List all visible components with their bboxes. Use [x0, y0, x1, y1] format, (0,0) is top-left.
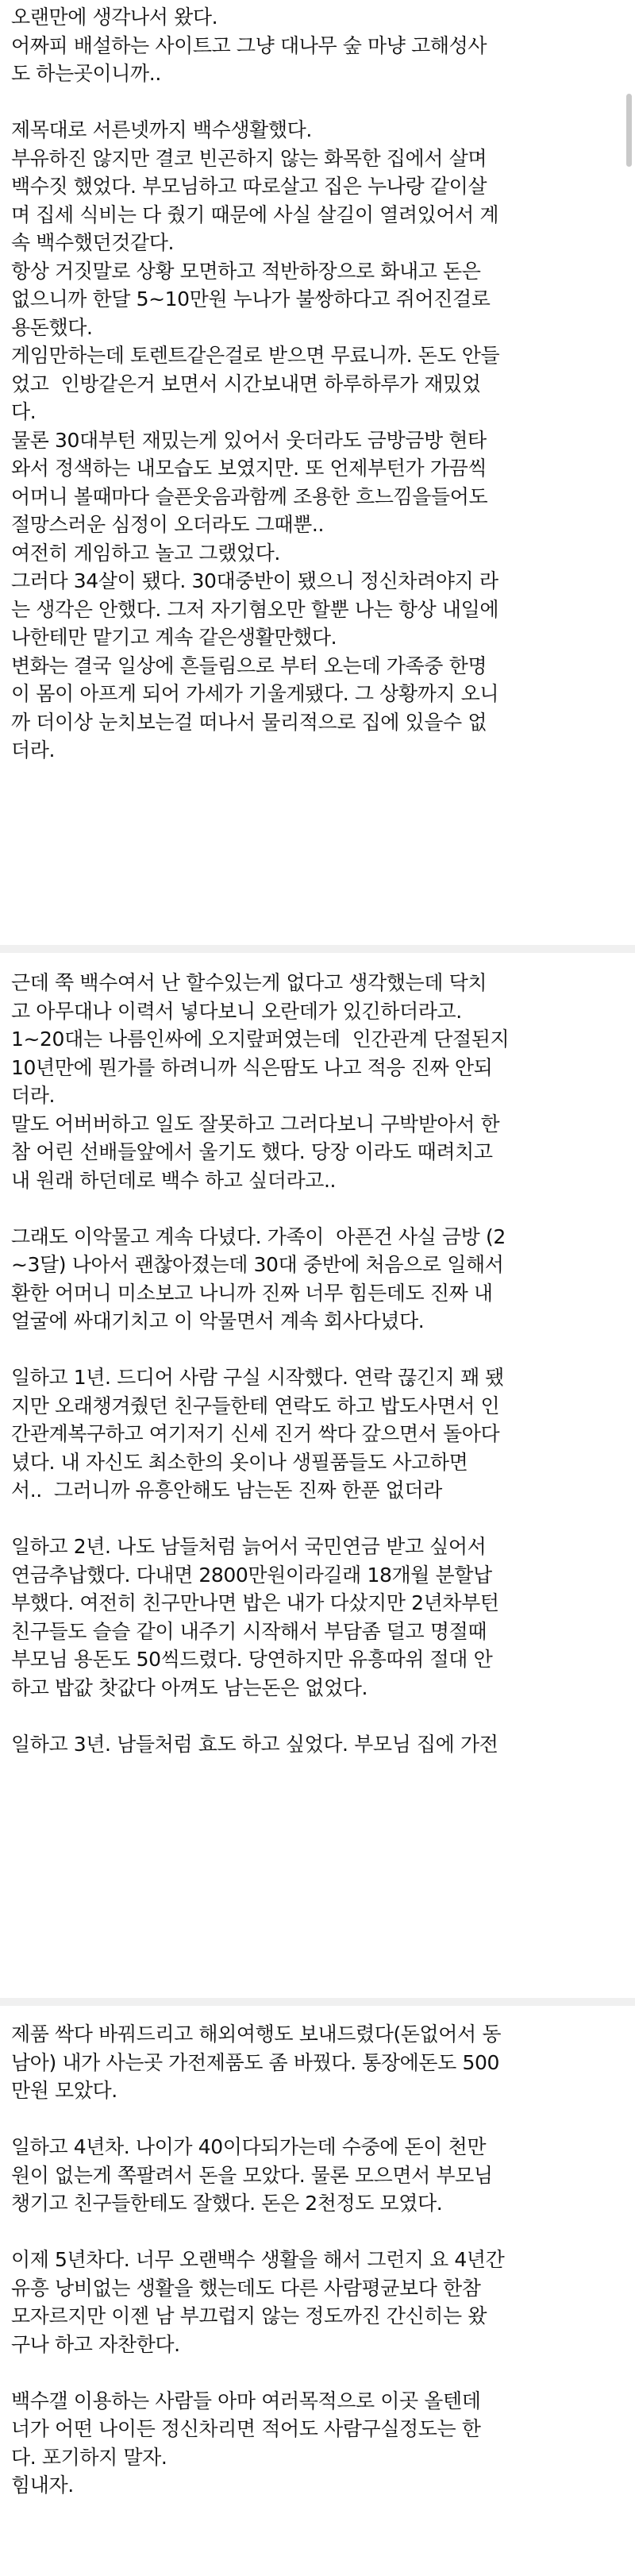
post-text-part1: 오랜만에 생각나서 왔다. 어짜피 배설하는 사이트고 그냥 대나무 숲 마냥 고해성사 도 하는곳이니까.. 제목대로 서른넷까지 백수생활했다. 부유하진 않지만 결코 빈곤하지 않는 화목한 집에서 살며 백수짓 했었다. 부모님하고 따로살고 집은 누나랑 같이살 며 집세 식비는 다 줬기 때문에 사실 살길이 열려있어서 계 속 백수했던것같다. 항상 거짓말로 상황 모면하고 적반하장으로 화내고 돈은 없으니까 한달 5~10만원 누나가 불쌍하다고 쥐어진걸로 용돈했다. 게임만하는데 토렌트같은걸로 받으면 무료니까. 돈도 안들 었고 인방같은거 보면서 시간보내면 하루하루가 재밌었 다. 물론 30대부턴 재밌는게 있어서 웃더라도 금방금방 현타 와서 정색하는 내모습도 보였지만. 또 언제부턴가 가끔씩 어머니 볼때마다 슬픈웃음과함께 조용한 흐느낌을들어도 절망스러운 심정이 오더라도 그때뿐.. 여전히 게임하고 놀고 그랬었다. 그러다 34살이 됐다. 30대중반이 됐으니 정신차려야지 라 는 생각은 안했다. 그저 자기혐오만 할뿐 나는 항상 내일에 나한테만 맡기고 계속 같은생활만했다. 변화는 결국 일상에 흔들림으로 부터 오는데 가족중 한명 이 몸이 아프게 되어 가세가 기울게됐다. 그 상황까지 오니 까 더이상 눈치보는걸 떠나서 물리적으로 집에 있을수 없 더라.	[11, 6, 500, 762]
section-divider	[0, 1998, 635, 2006]
scrollbar-thumb[interactable]	[626, 94, 632, 167]
post-text-part2: 근데 쭉 백수여서 난 할수있는게 없다고 생각했는데 닥치 고 아무대나 이력서 넣다보니 오란데가 있긴하더라고. 1~20대는 나름인싸에 오지랖퍼였는데 인간관계 단절된지 10년만에 뭔가를 하려니까 식은땀도 나고 적응 진짜 안되 더라. 말도 어버버하고 일도 잘못하고 그러다보니 구박받아서 한 참 어린 선배들앞에서 울기도 했다. 당장 이라도 때려치고 내 원래 하던데로 백수 하고 싶더라고.. 그래도 이악물고 계속 다녔다. 가족이 아픈건 사실 금방 (2 ~3달) 나아서 괜찮아졌는데 30대 중반에 처음으로 일해서 환한 어머니 미소보고 나니까 진짜 너무 힘든데도 진짜 내 얼굴에 싸대기치고 이 악물면서 계속 회사다녔다. 일하고 1년. 드디어 사람 구실 시작했다. 연락 끊긴지 꽤 됐 지만 오래챙겨줬던 친구들한테 연락도 하고 밥도사면서 인 간관계복구하고 여기저기 신세 진거 싹다 갚으면서 돌아다 녔다. 내 자신도 최소한의 옷이나 생필품들도 사고하면 서.. 그러니까 유흥안해도 남는돈 진짜 한푼 없더라 일하고 2년. 나도 남들처럼 늙어서 국민연금 받고 싶어서 연금추납했다. 다내면 2800만원이라길래 18개월 분할납 부했다. 여전히 친구만나면 밥은 내가 다샀지만 2년차부턴 친구들도 슬슬 같이 내주기 시작해서 부담좀 덜고 명절때 부모님 용돈도 50씩드렸다. 당연하지만 유흥따위 절대 안 하고 밥값 찻값다 아껴도 남는돈은 없었다. 일하고 3년. 남들처럼 효도 하고 싶었다. 부모님 집에 가전	[11, 971, 510, 1756]
post-section-1	[0, 0, 635, 945]
post-section-3	[0, 2006, 635, 2576]
section-divider	[0, 945, 635, 953]
post-text-part3: 제품 싹다 바꿔드리고 해외여행도 보내드렸다(돈없어서 동 남아) 내가 사는곳 가전제품도 좀 바꿨다. 통장에돈도 500 만원 모았다. 일하고 4년차. 나이가 40이다되가는데 수중에 돈이 천만 원이 없는게 쪽팔려서 돈을 모았다. 물론 모으면서 부모님 챙기고 친구들한테도 잘했다. 돈은 2천정도 모였다. 이제 5년차다. 너무 오랜백수 생활을 해서 그런지 요 4년간 유흥 낭비없는 생활을 했는데도 다른 사람평균보다 한참 모자르지만 이젠 남 부끄럽지 않는 정도까진 간신히는 왔 구나 하고 자찬한다. 백수갤 이용하는 사람들 아마 여러목적으로 이곳 올텐데 너가 어떤 나이든 정신차리면 적어도 사람구실정도는 한 다. 포기하지 말자. 힘내자.	[11, 2023, 505, 2497]
post-section-2	[0, 953, 635, 1998]
